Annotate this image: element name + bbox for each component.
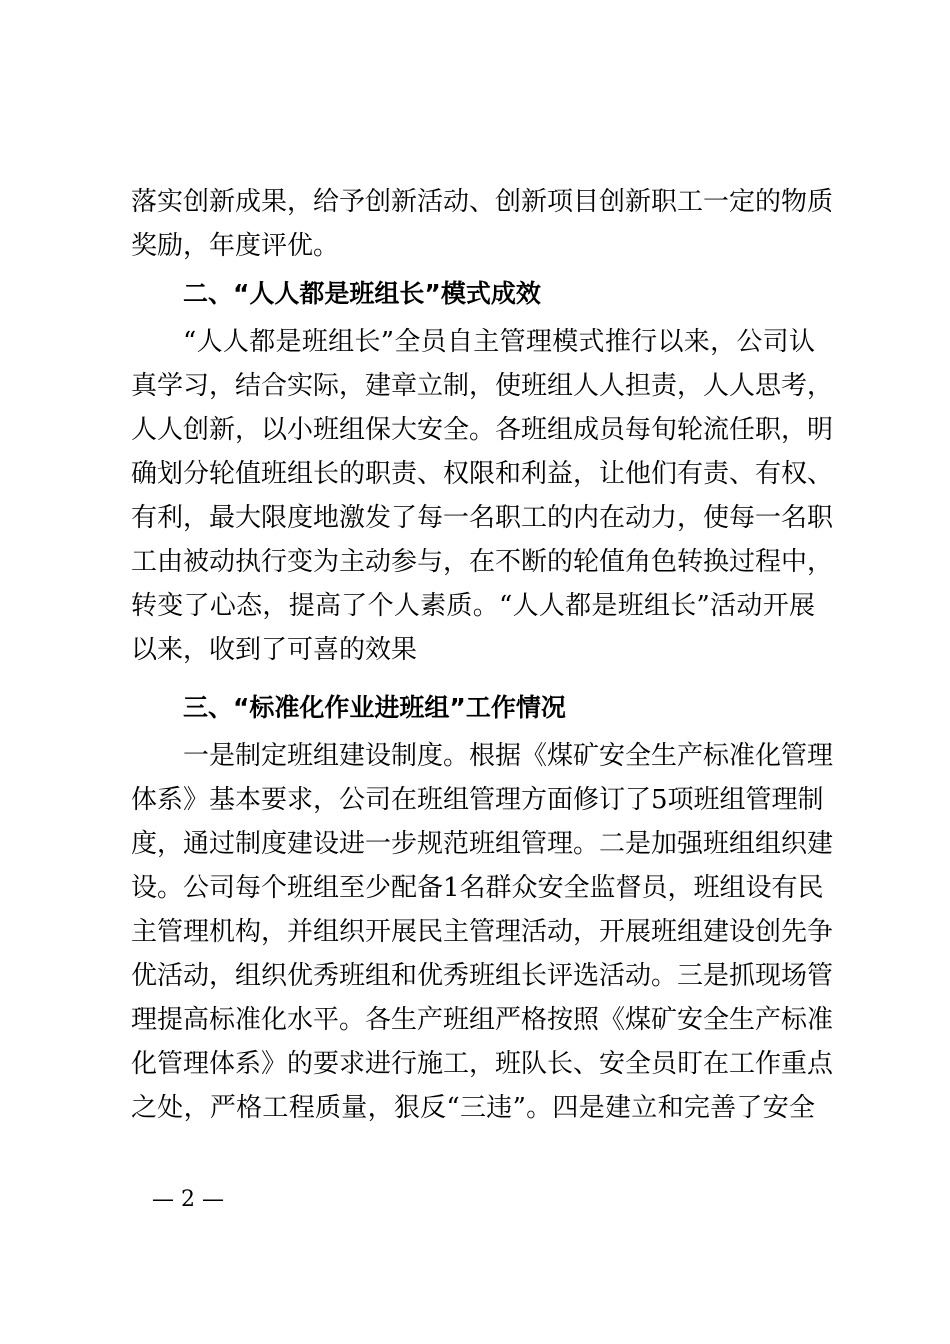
section-heading-2: 二、“人人都是班组长”模式成效 [183,279,541,308]
paragraph-line: 优活动，组织优秀班组和优秀班组长评选活动。三是抓现场管 [131,961,834,991]
paragraph-line: 度，通过制度建设进一步规范班组管理。二是加强班组组织建 [131,829,834,859]
paragraph-line: 以来，收到了可喜的效果 [131,635,418,665]
paragraph-line: 一是制定班组建设制度。根据《煤矿安全生产标准化管理 [183,741,834,771]
paragraph-line: 化管理体系》的要求进行施工，班队长、安全员盯在工作重点 [131,1049,834,1079]
paragraph-line: 有利，最大限度地激发了每一名职工的内在动力，使每一名职 [131,503,834,533]
paragraph-line: 理提高标准化水平。各生产班组严格按照《煤矿安全生产标准 [131,1005,834,1035]
paragraph-line: 主管理机构，并组织开展民主管理活动，开展班组建设创先争 [131,917,834,947]
paragraph-line: 工由被动执行变为主动参与，在不断的轮值角色转换过程中， [131,547,834,577]
page-number: — 2 — [152,1187,224,1212]
paragraph-line: 真学习，结合实际，建章立制，使班组人人担责，人人思考， [131,371,834,401]
paragraph-line: 确划分轮值班组长的职责、权限和利益，让他们有责、有权、 [131,459,834,489]
paragraph-line: 设。公司每个班组至少配备1名群众安全监督员，班组设有民 [131,873,824,903]
paragraph-line: 体系》基本要求，公司在班组管理方面修订了5项班组管理制 [131,785,824,815]
paragraph-line: “人人都是班组长”全员自主管理模式推行以来，公司认 [183,327,815,357]
paragraph-line: 人人创新，以小班组保大安全。各班组成员每旬轮流任职，明 [131,415,834,445]
section-heading-3: 三、“标准化作业进班组”工作情况 [183,693,566,722]
paragraph-line: 之处，严格工程质量，狠反“三违”。四是建立和完善了安全 [131,1093,815,1123]
paragraph-line: 奖励，年度评优。 [131,231,340,261]
paragraph-line: 落实创新成果，给予创新活动、创新项目创新职工一定的物质 [131,187,834,217]
paragraph-line: 转变了心态，提高了个人素质。“人人都是班组长”活动开展 [131,591,815,621]
